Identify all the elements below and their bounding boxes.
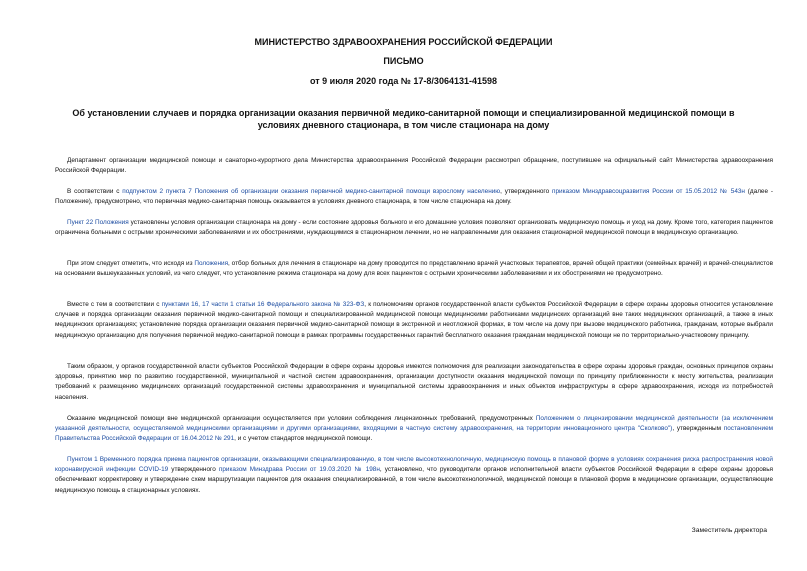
paragraph-6 — [55, 362, 773, 403]
paragraph-8 — [55, 455, 773, 496]
paragraph-1 — [55, 156, 773, 176]
paragraph-text: (далее - Положение), предусмотрено, что первичная медико-санитарная помощь оказывается в условиях дневного стационара, в том числе стационара на дому. — [55, 188, 773, 206]
paragraph-text: Департамент организации медицинской помощи и санаторно-курортного дела Министерства здравоохранения Российской Федерации рассмотрел обращение, поступившее на официальный сайт Министерства здравоохранения Российской Федерации. — [55, 157, 773, 175]
doc-type-heading: ПИСЬМО — [383, 56, 424, 66]
paragraph-7 — [55, 414, 773, 445]
paragraph-text: , утвержденного — [500, 188, 552, 195]
paragraph-text: установлены условия организации стационара на дому - если состояние здоровья больного и его домашние условия позволяют организовать медицинскую помощь и уход на дому. Кроме того, категория пациентов ограничена больными с острыми хроническими заболеваниями и их обострениями, нуждающимися в стационарном лечении, но не направленными для оказания стационарной медицинской помощи в медицинскую организацию. — [55, 219, 773, 237]
link-temporary-procedure[interactable]: Пунктом 1 Временного порядка приема пациентов организации, оказывающими специализированную, в том числе высокотехнологичную, медицинскую помощь в плановой форме в условиях сохранения риска распространения новой коронавирусной инфекции COVID-19 — [55, 456, 773, 474]
paragraph-text: Вместе с тем в соответствии с — [67, 301, 162, 308]
paragraph-text: , утвержденным — [672, 425, 724, 433]
link-order-543n[interactable]: приказом Минздравсоцразвития России от 15.05.2012 № 543н — [552, 188, 745, 195]
paragraph-2 — [55, 187, 773, 207]
link-order-198n[interactable]: приказом Минздрава России от 19.03.2020 № 198н — [218, 466, 380, 474]
ministry-heading: МИНИСТЕРСТВО ЗДРАВООХРАНЕНИЯ РОССИЙСКОЙ ФЕДЕРАЦИИ — [254, 37, 553, 47]
document-title: Об установлении случаев и порядка организации оказания первичной медико-санитарной помощи и специализированной медицинской помощи в условиях дневного стационара, в том числе стационара на дому — [72, 108, 735, 130]
link-resolution-291[interactable]: постановлением Правительства Российской Федерации от 16.04.2012 № 291 — [55, 425, 774, 443]
paragraph-text: При этом следует отметить, что исходя из — [67, 260, 195, 267]
paragraph-text: , отбор больных для лечения в стационаре на дому проводится по представлению врачей участковых терапевтов, врачей общей практики (семейных врачей) и врачей-специалистов на основании вышеуказанных условий, из чего следует, что установление режима стационара на дому для всех пациентов с острыми хроническими заболеваниями и их обострениями не предусмотрено. — [55, 260, 773, 278]
paragraph-text: , и с учетом стандартов медицинской помощи. — [234, 435, 373, 443]
paragraph-5 — [55, 300, 773, 341]
link-licensing-regulation[interactable]: Положением о лицензировании медицинской деятельности (за исключением указанной деятельности, осуществляемой медицинскими организациями и другими организациями, входящими в частную систему здравоохранения, на территории инновационного центра "Сколково") — [55, 415, 774, 433]
link-federal-law-323[interactable]: пунктами 16, 17 части 1 статьи 16 Федерального закона № 323-ФЗ — [161, 301, 365, 308]
paragraph-4 — [55, 259, 773, 279]
link-regulation-subpoint[interactable]: подпунктом 2 пункта 7 Положения об организации оказания первичной медико-санитарной помощи взрослому населению — [122, 188, 501, 195]
paragraph-text: Оказание медицинской помощи вне медицинской организации осуществляется при условии соблюдения лицензионных требований, предусмотренных — [67, 415, 536, 422]
link-regulation[interactable]: Положения — [194, 260, 229, 267]
paragraph-text: утвержденного — [168, 466, 219, 474]
link-point-22[interactable]: Пункт 22 Положения — [67, 219, 129, 226]
paragraph-text: В соответствии с — [67, 188, 123, 195]
signature-title: Заместитель директора — [691, 527, 767, 534]
paragraph-text: , установлено, что руководители органов исполнительной власти субъектов Российской Федерации в сфере охраны здоровья обеспечивают корректировку и утверждение схем маршрутизации пациентов для оказания специализированной, в том числе высокотехнологичной, медицинской помощи в плановой форме в медицинские организации, осуществляющие медицинскую помощь в стационарных условиях. — [55, 466, 773, 494]
paragraph-text: Таким образом, у органов государственной власти субъектов Российской Федерации в сфере охраны здоровья имеются полномочия для реализации законодательства в сфере охраны здоровья граждан, основных принципов охраны здоровья, принятию мер по развитию государственной, муниципальной и частной систем здравоохранения, организации доступности оказания медицинской помощи по принципу приближенности к месту жительства, реализации требований к размещению медицинских организаций государственной системы здравоохранения и муниципальной системы здравоохранения и иных объектов инфраструктуры в сфере здравоохранения, исходя из потребностей населения. — [55, 363, 773, 401]
paragraph-3 — [55, 218, 773, 238]
paragraph-text: , к полномочиям органов государственной власти субъектов Российской Федерации в сфере охраны здоровья относится установление случаев и порядка организации оказания первичной медико-санитарной помощи и специализированной медицинской помощи медицинскими работниками медицинских организаций вне таких медицинских организаций, а также в иных медицинских организациях; установление порядка организации оказания первичной медико-санитарной помощи в экстренной и неотложной формах, в том числе на дому при вызове медицинского работника, гражданам, которые выбрали медицинскую организацию для получения первичной медико-санитарной помощи в рамках программы государственных гарантий бесплатного оказания гражданам медицинской помощи не по территориально-участковому принципу. — [55, 301, 774, 339]
date-number-heading: от 9 июля 2020 года № 17-8/3064131-41598 — [309, 76, 497, 86]
